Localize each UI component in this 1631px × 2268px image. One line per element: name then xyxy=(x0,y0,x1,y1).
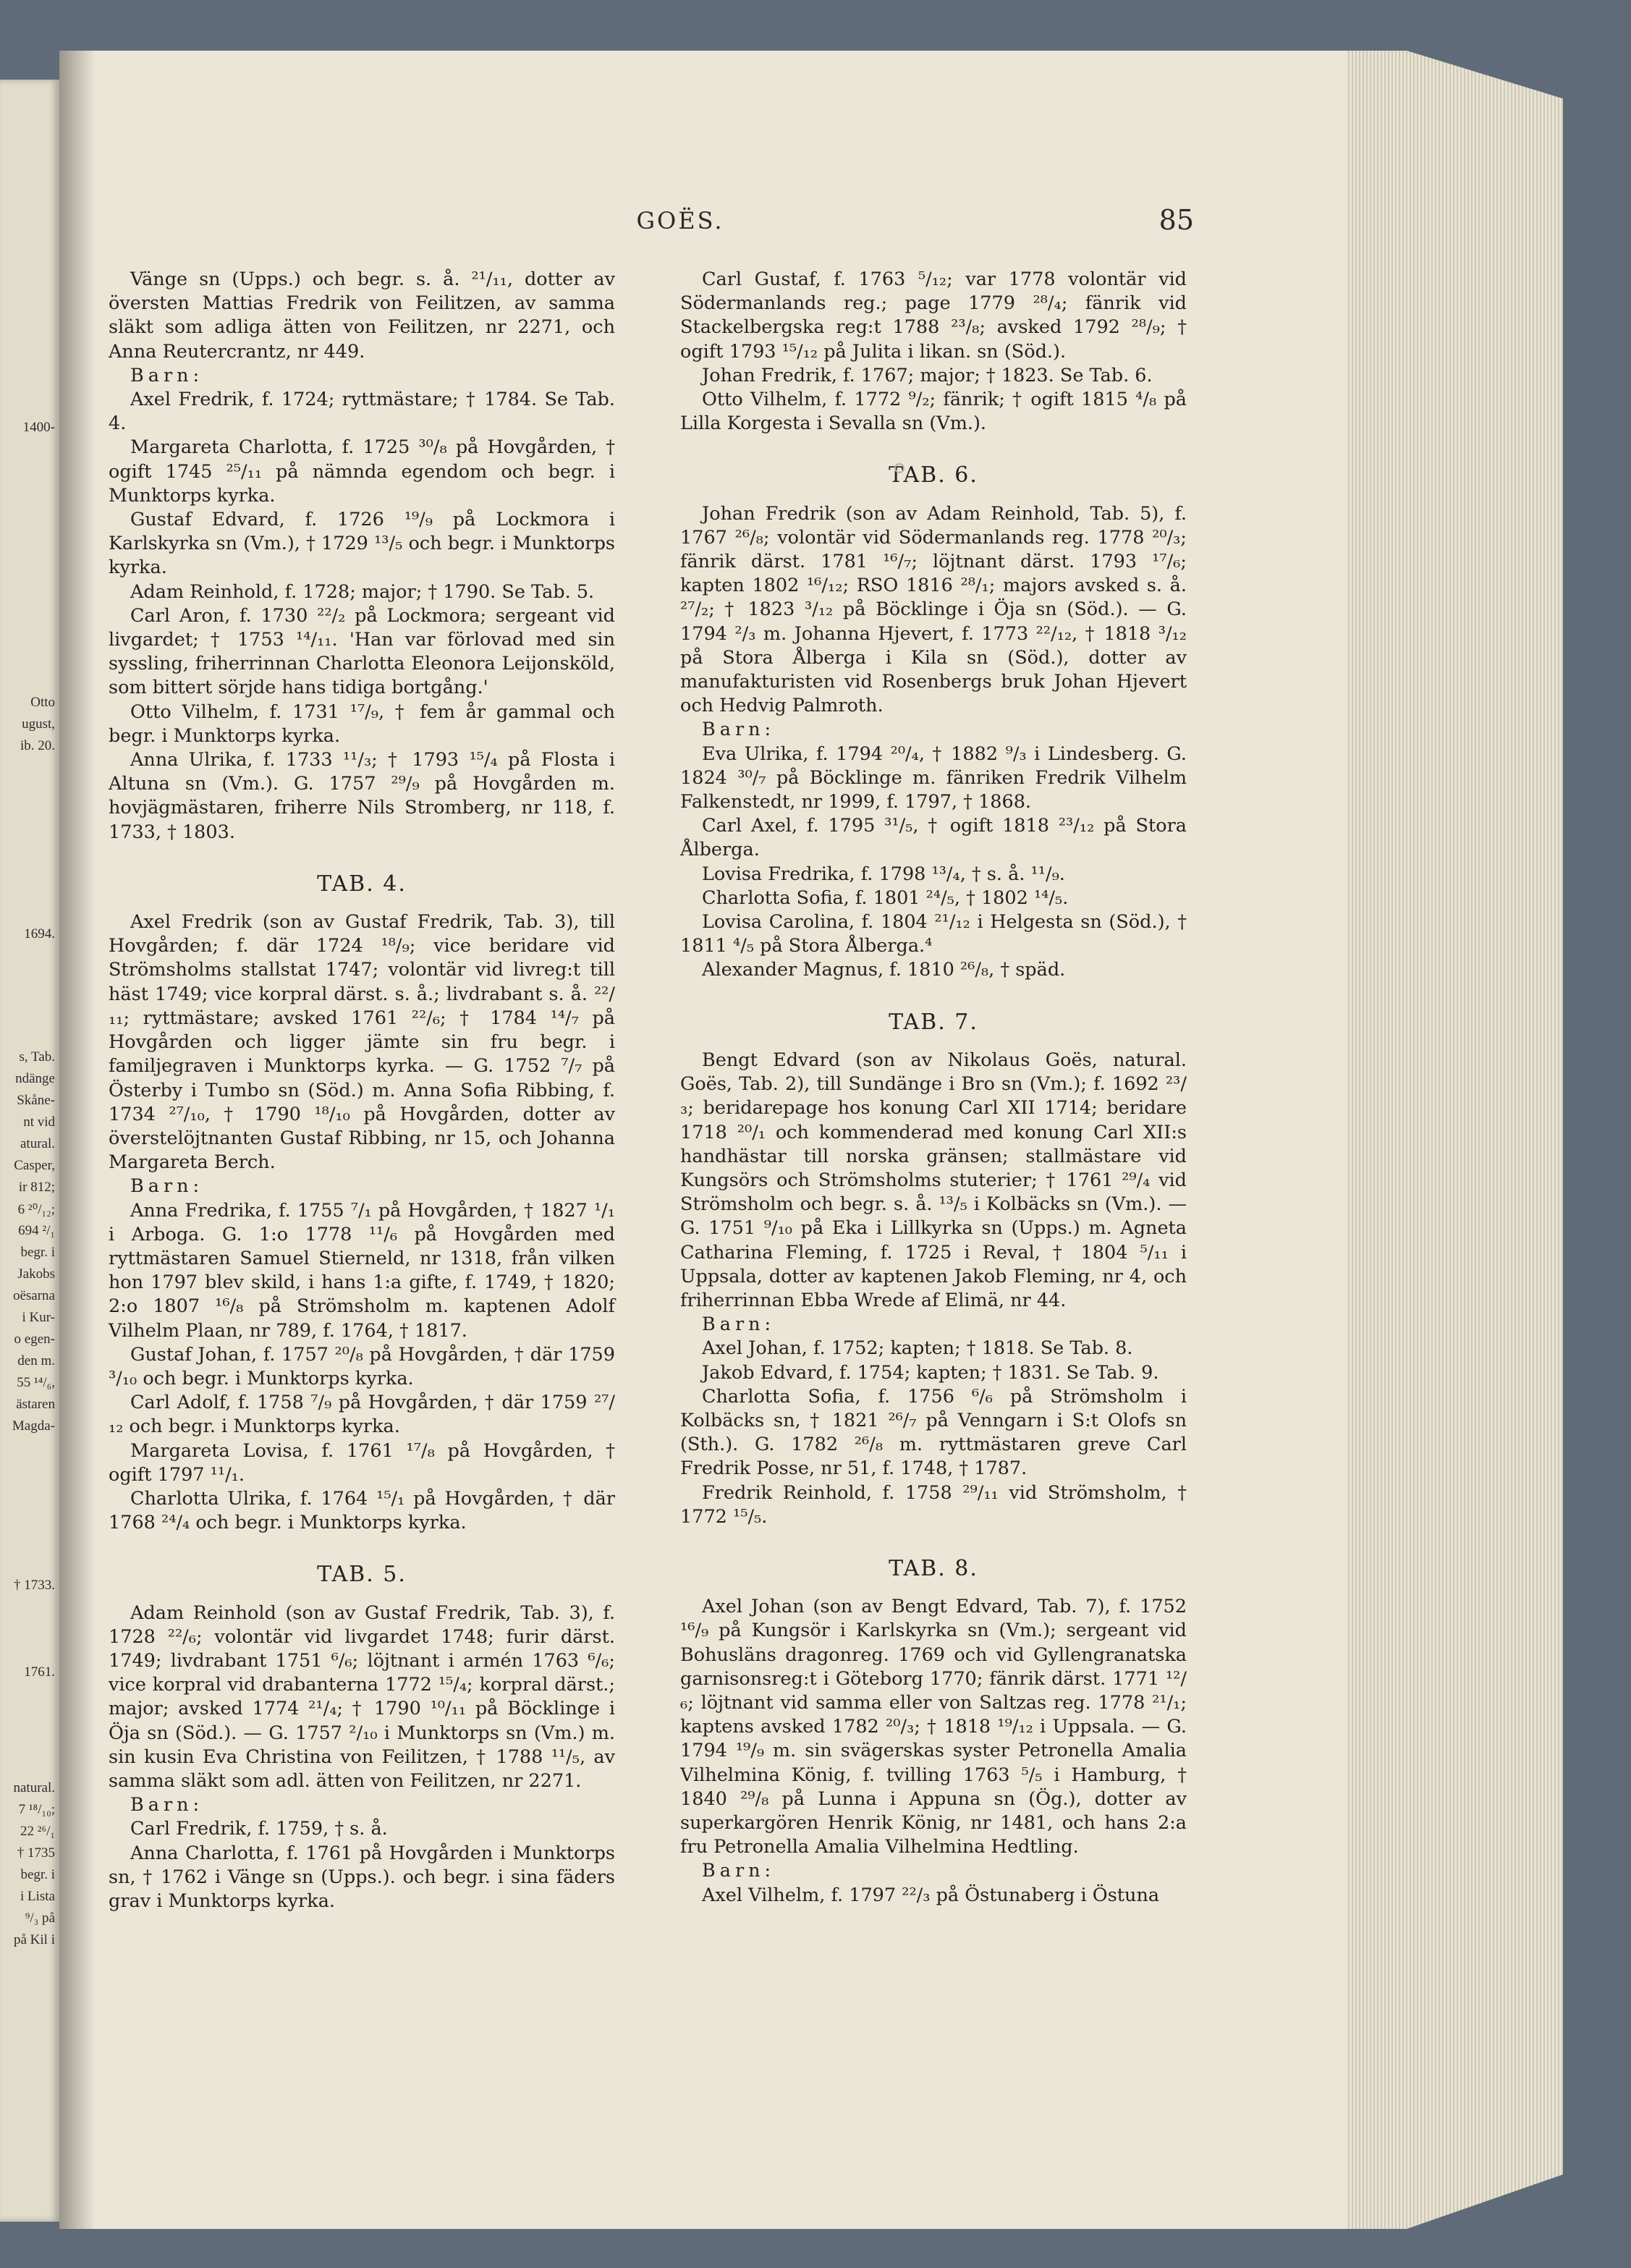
genealogy-entry: Gustaf Edvard, f. 1726 ¹⁹/₉ på Lockmora i Karlskyrka sn (Vm.), † 1729 ¹³/₅ och begr. i Munktorps kyrka. xyxy=(109,509,615,579)
genealogy-entry: Lovisa Carolina, f. 1804 ²¹/₁₂ i Helgesta sn (Söd.), † 1811 ⁴/₅ på Stora Ålberga.⁴ xyxy=(680,911,1187,957)
left-column xyxy=(109,268,615,1913)
previous-page-text-fragment: Jakobs xyxy=(17,1266,55,1282)
previous-page-text-fragment: atural. xyxy=(20,1136,55,1151)
genealogy-entry: Carl Adolf, f. 1758 ⁷/₉ på Hovgården, † där 1759 ²⁷/₁₂ och begr. i Munktorps kyrka. xyxy=(109,1392,615,1438)
genealogy-entry: Jakob Edvard, f. 1754; kapten; † 1831. Se Tab. 9. xyxy=(702,1361,1159,1384)
previous-page-text-fragment: 694 ²/₁ xyxy=(18,1223,55,1238)
previous-page-text-fragment: 55 ¹⁴/₆, xyxy=(17,1375,55,1390)
genealogy-entry: Axel Johan (son av Bengt Edvard, Tab. 7), f. 1752 ¹⁶/₉ på Kungsör i Karlskyrka sn (Vm.); sergeant vid Bohusläns dragonreg. 1769 och vid Gyllengranatska garnisonsreg:t i Göteborg 1770; fänrik därst. 1771 ¹²/₆; löjtnant vid samma eller von Saltzas reg. 1778 ²¹/₁; kaptens avsked 1782 ²⁰/₃; † 1818 ¹⁹/₁₂ i Uppsala. — G. 1794 ¹⁹/₉ m. sin svägerskas syster Petronella Amalia Vilhelmina König, f. tvilling 1763 ⁵/₅ i Hamburg, † 1840 ²⁹/₈ på Lunna i Appuna sn (Ög.), dotter av superkargören Henrik König, nr 1481, och hans 2:a fru Petronella Amalia Vilhelmina Hedtling. xyxy=(680,1596,1187,1858)
genealogy-entry: Anna Ulrika, f. 1733 ¹¹/₃; † 1793 ¹⁵/₄ på Flosta i Altuna sn (Vm.). G. 1757 ²⁹/₉ på Hovgården m. hovjägmästaren, friherre Nils Stromberg, nr 118, f. 1733, † 1803. xyxy=(109,749,615,843)
genealogy-entry: Carl Fredrik, f. 1759, † s. å. xyxy=(130,1818,388,1840)
previous-page-text-fragment: ästaren xyxy=(16,1397,55,1412)
previous-page-text-fragment: 6 ²⁰/₁₂; xyxy=(17,1202,55,1217)
genealogy-entry: Adam Reinhold (son av Gustaf Fredrik, Tab. 3), f. 1728 ²²/₆; volontär vid livgardet 1748; furir därst. 1749; livdrabant 1751 ⁶/₆; löjtnant i armén 1763 ⁶/₆; vice korpral vid drabanterna 1772 ¹⁵/₄; korpral därst.; major; avsked 1774 ²¹/₄; † 1790 ¹⁰/₁₁ på Böcklinge i Öja sn (Söd.). — G. 1757 ²/₁₀ i Munktorps sn (Vm.) m. sin kusin Eva Christina von Feilitzen, † 1788 ¹¹/₅, av samma släkt som adl. ätten von Feilitzen, nr 2271. xyxy=(109,1601,615,1792)
previous-page-text-fragment: 1694. xyxy=(24,926,55,942)
previous-page-text-fragment: i Lista xyxy=(20,1889,55,1904)
genealogy-entry: Charlotta Ulrika, f. 1764 ¹⁵/₁ på Hovgården, † där 1768 ²⁴/₄ och begr. i Munktorps kyrka. xyxy=(109,1487,615,1534)
children-heading: Barn: xyxy=(130,1175,204,1198)
genealogy-entry: Otto Vilhelm, f. 1731 ¹⁷/₉, † fem år gammal och begr. i Munktorps kyrka. xyxy=(109,701,615,747)
genealogy-entry: Axel Fredrik (son av Gustaf Fredrik, Tab. 3), till Hovgården; f. där 1724 ¹⁸/₉; vice beridare vid Strömsholms stallstat 1747; volontär vid livreg:t till häst 1749; vice korpral därst. s. å.; livdrabant s. å. ²²/₁₁; ryttmästare; avsked 1761 ²²/₆; † 1784 ¹⁴/₇ på Hovgården och ligger jämte sin fru begr. i familjegraven i Munktorps kyrka. — G. 1752 ⁷/₇ på Österby i Tumbo sn (Söd.) m. Anna Sofia Ribbing, f. 1734 ²⁷/₁₀, † 1790 ¹⁸/₁₀ på Hovgården, dotter av överstelöjtnanten Gustaf Ribbing, nr 15, och Johanna Margareta Berch. xyxy=(109,911,615,1174)
previous-page-text-fragment: ndänge xyxy=(15,1071,55,1086)
children-heading: Barn: xyxy=(702,719,776,741)
previous-page-text-fragment: o egen- xyxy=(14,1332,55,1347)
previous-page-text-fragment: natural. xyxy=(13,1780,55,1795)
previous-page-text-fragment: oësarna xyxy=(12,1288,55,1303)
previous-page-text-fragment: ⁹/₃ på xyxy=(25,1911,55,1926)
genealogy-entry: Axel Vilhelm, f. 1797 ²²/₃ på Östunaberg i Östuna xyxy=(702,1884,1160,1906)
previous-page-text-fragment: ugust, xyxy=(22,716,55,732)
previous-page-text-fragment: Magda- xyxy=(12,1418,55,1434)
right-column xyxy=(680,268,1187,1908)
table-heading: TAB. 6. xyxy=(889,462,978,488)
genealogy-entry: Adam Reinhold, f. 1728; major; † 1790. Se Tab. 5. xyxy=(130,580,595,603)
genealogy-entry: Anna Fredrika, f. 1755 ⁷/₁ på Hovgården, † 1827 ¹/₁ i Arboga. G. 1:o 1778 ¹¹/₆ på Hovgården med ryttmästaren Samuel Stierneld, nr 1318, från vilken hon 1797 blev skild, i hans 1:a gifte, f. 1749, † 1820; 2:o 1807 ¹⁶/₈ på Strömsholm m. kaptenen Adolf Vilhelm Plaan, nr 789, f. 1764, † 1817. xyxy=(109,1199,615,1342)
genealogy-entry: Fredrik Reinhold, f. 1758 ²⁹/₁₁ vid Strömsholm, † 1772 ¹⁵/₅. xyxy=(680,1481,1187,1528)
page-stack-edge xyxy=(1346,51,1563,2229)
previous-page-text-fragment: Skåne- xyxy=(17,1093,55,1108)
previous-page-text-fragment: † 1735 xyxy=(17,1845,55,1861)
genealogy-entry: Lovisa Fredrika, f. 1798 ¹³/₄, † s. å. ¹¹/₉. xyxy=(702,863,1065,885)
children-heading: Barn: xyxy=(130,1794,204,1816)
genealogy-entry: Axel Johan, f. 1752; kapten; † 1818. Se Tab. 8. xyxy=(702,1337,1133,1360)
previous-page-text-fragment: Otto xyxy=(30,695,55,710)
children-heading: Barn: xyxy=(702,1313,776,1336)
previous-page-text-fragment: ib. 20. xyxy=(20,738,55,753)
previous-page-text-fragment: begr. i xyxy=(20,1245,55,1260)
previous-page-text-fragment: den m. xyxy=(17,1353,55,1368)
genealogy-entry: Margareta Charlotta, f. 1725 ³⁰/₈ på Hovgården, † ogift 1745 ²⁵/₁₁ på nämnda egendom och begr. i Munktorps kyrka. xyxy=(109,436,615,507)
genealogy-entry: Eva Ulrika, f. 1794 ²⁰/₄, † 1882 ⁹/₃ i Lindesberg. G. 1824 ³⁰/₇ på Böcklinge m. fänriken Fredrik Vilhelm Falkenstedt, nr 1999, f. 1797, † 1868. xyxy=(680,742,1187,813)
previous-page-text-fragment: ir 812; xyxy=(18,1180,55,1195)
previous-page-text-fragment: begr. i xyxy=(20,1867,55,1882)
genealogy-entry: Bengt Edvard (son av Nikolaus Goës, natural. Goës, Tab. 2), till Sundänge i Bro sn (Vm.); f. 1692 ²³/₃; beridarepage hos konung Carl XII 1714; beridare 1718 ²⁰/₁ och kommenderad med konung Carl XII:s handhästar till norska gränsen; stallmästare vid Kungsörs och Strömsholms stuterier; † 1761 ²⁹/₄ vid Strömsholm och begr. s. å. ¹³/₅ i Kolbäcks sn (Vm.). — G. 1751 ⁹/₁₀ på Eka i Lillkyrka sn (Upps.) m. Agneta Catharina Fleming, f. 1725 i Reval, † 1804 ⁵/₁₁ i Uppsala, dotter av kaptenen Jakob Fleming, nr 4, och friherrinnan Ebba Wrede af Elimä, nr 44. xyxy=(680,1049,1187,1311)
genealogy-entry: Vänge sn (Upps.) och begr. s. å. ²¹/₁₁, dotter av översten Mattias Fredrik von Feilitzen, av samma släkt som adliga ätten von Feilitzen, nr 2271, och Anna Reutercrantz, nr 449. xyxy=(109,268,615,363)
genealogy-entry: Johan Fredrik (son av Adam Reinhold, Tab. 5), f. 1767 ²⁶/₈; volontär vid Södermanlands reg. 1778 ²⁰/₃; fänrik därst. 1781 ¹⁶/₇; löjtnant därst. 1793 ¹⁷/₆; kapten 1802 ¹⁶/₁₂; RSO 1816 ²⁸/₁; majors avsked s. å. ²⁷/₂; † 1823 ³/₁₂ på Böcklinge i Öja sn (Söd.). — G. 1794 ²/₃ m. Johanna Hjevert, f. 1773 ²²/₁₂, † 1818 ³/₁₂ på Stora Ålberga i Kila sn (Söd.), dotter av manufakturisten vid Rosenbergs bruk Johan Hjevert och Hedvig Palmroth. xyxy=(680,502,1187,717)
children-heading: Barn: xyxy=(130,364,204,386)
genealogy-entry: Axel Fredrik, f. 1724; ryttmästare; † 1784. Se Tab. 4. xyxy=(109,389,615,435)
previous-page-text-fragment: s, Tab. xyxy=(19,1049,55,1065)
genealogy-entry: Carl Aron, f. 1730 ²²/₂ på Lockmora; sergeant vid livgardet; † 1753 ¹⁴/₁₁. 'Han var förlovad med sin syssling, friherrinnan Charlotta Eleonora Leijonsköld, som bittert sörjde hans tidiga bortgång.' xyxy=(109,604,615,699)
previous-page-text-fragment: i Kur- xyxy=(22,1310,55,1325)
previous-page-text-fragment: 22 ²⁶/₁ xyxy=(20,1824,55,1839)
genealogy-entry: Gustaf Johan, f. 1757 ²⁰/₈ på Hovgården, † där 1759 ³/₁₀ och begr. i Munktorps kyrka. xyxy=(109,1343,615,1389)
genealogy-entry: Margareta Lovisa, f. 1761 ¹⁷/₈ på Hovgården, † ogift 1797 ¹¹/₁. xyxy=(109,1439,615,1486)
page-number: 85 xyxy=(1158,204,1194,236)
previous-page-text-fragment: 1761. xyxy=(24,1664,55,1680)
genealogy-entry: Alexander Magnus, f. 1810 ²⁶/₈, † späd. xyxy=(702,959,1066,981)
previous-page-text-fragment: nt vid xyxy=(23,1114,55,1130)
running-head-title: GOËS. xyxy=(636,207,724,234)
genealogy-entry: Carl Gustaf, f. 1763 ⁵/₁₂; var 1778 volontär vid Södermanlands reg.; page 1779 ²⁸/₄; fänrik vid Stackelbergska reg:t 1788 ²³/₈; avsked 1792 ²⁸/₉; † ogift 1793 ¹⁵/₁₂ på Julita i likan. sn (Söd.). xyxy=(680,268,1187,363)
previous-page-text-fragment: 7 ¹⁸/₁₀; xyxy=(18,1802,55,1817)
genealogy-entry: Charlotta Sofia, f. 1801 ²⁴/₅, † 1802 ¹⁴/₅. xyxy=(702,887,1069,909)
previous-page-text-fragment: på Kil i xyxy=(14,1932,55,1947)
genealogy-entry: Otto Vilhelm, f. 1772 ⁹/₂; fänrik; † ogift 1815 ⁴/₈ på Lilla Korgesta i Sevalla sn (Vm.). xyxy=(680,389,1187,435)
children-heading: Barn: xyxy=(702,1860,776,1882)
genealogy-entry: Charlotta Sofia, f. 1756 ⁶/₆ på Strömsholm i Kolbäcks sn, † 1821 ²⁶/₇ på Venngarn i S:t Olofs sn (Sth.). G. 1782 ²⁶/₈ m. ryttmästaren greve Carl Fredrik Posse, nr 51, f. 1748, † 1787. xyxy=(680,1385,1187,1480)
table-heading: TAB. 5. xyxy=(317,1562,407,1588)
table-heading: TAB. 4. xyxy=(317,871,407,897)
genealogy-entry: Carl Axel, f. 1795 ³¹/₅, † ogift 1818 ²³/₁₂ på Stora Ålberga. xyxy=(680,815,1187,861)
previous-page-text-fragment: Casper, xyxy=(14,1158,55,1173)
genealogy-entry: Anna Charlotta, f. 1761 på Hovgården i Munktorps sn, † 1762 i Vänge sn (Upps.). och begr. i sina fäders grav i Munktorps kyrka. xyxy=(109,1842,615,1912)
scan-mark-decoration xyxy=(894,463,905,473)
previous-page-edge xyxy=(0,80,59,2222)
table-heading: TAB. 7. xyxy=(889,1009,978,1035)
previous-page-text-fragment: 1400- xyxy=(22,420,55,435)
previous-page-text-fragment: † 1733. xyxy=(14,1578,55,1593)
genealogy-entry: Johan Fredrik, f. 1767; major; † 1823. Se Tab. 6. xyxy=(702,364,1153,386)
table-heading: TAB. 8. xyxy=(889,1555,978,1581)
page-gutter-shadow xyxy=(59,51,96,2229)
